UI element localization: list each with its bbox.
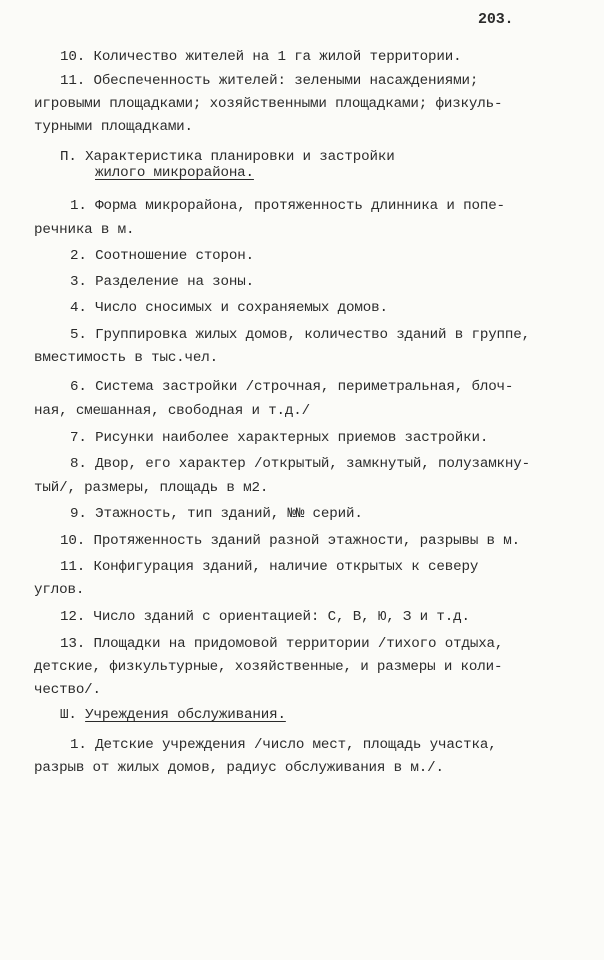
text-line: речника в м. bbox=[34, 222, 135, 238]
text-line: игровыми площадками; хозяйственными площадками; физкуль- bbox=[34, 96, 503, 112]
text-line: 12. Число зданий с ориентацией: С, В, Ю, З и т.д. bbox=[60, 609, 470, 625]
text-line: тый/, размеры, площадь в м2. bbox=[34, 480, 269, 496]
page-number: 203. bbox=[478, 11, 514, 28]
section-heading-continued: жилого микрорайона. bbox=[95, 165, 254, 181]
text-line: 11. Обеспеченность жителей: зелеными насаждениями; bbox=[60, 73, 479, 89]
section-heading: П. Характеристика планировки и застройки bbox=[60, 149, 395, 165]
text-line: чество/. bbox=[34, 682, 101, 698]
text-line: 2. Соотношение сторон. bbox=[70, 248, 255, 264]
section-numeral: Ш. bbox=[60, 707, 86, 723]
text-line: 6. Система застройки /строчная, периметральная, блоч- bbox=[70, 379, 514, 395]
text-line: 5. Группировка жилых домов, количество зданий в группе, bbox=[70, 327, 531, 343]
text-line: турными площадками. bbox=[34, 119, 193, 135]
section-heading bbox=[60, 705, 286, 725]
text-line: разрыв от жилых домов, радиус обслуживания в м./. bbox=[34, 760, 444, 776]
text-line: 10. Количество жителей на 1 га жилой территории. bbox=[60, 49, 462, 65]
text-line: ная, смешанная, свободная и т.д./ bbox=[34, 403, 311, 419]
text-line: 10. Протяженность зданий разной этажности, разрывы в м. bbox=[60, 533, 521, 549]
section-heading-text: Учреждения обслуживания. bbox=[85, 707, 286, 723]
text-line: 1. Детские учреждения /число мест, площадь участка, bbox=[70, 737, 497, 753]
text-line: вместимость в тыс.чел. bbox=[34, 350, 219, 366]
text-line: 4. Число сносимых и сохраняемых домов. bbox=[70, 300, 388, 316]
text-line: 8. Двор, его характер /открытый, замкнутый, полузамкну- bbox=[70, 456, 531, 472]
text-line: углов. bbox=[34, 582, 85, 598]
text-line: детские, физкультурные, хозяйственные, и размеры и коли- bbox=[34, 659, 503, 675]
text-line: 13. Площадки на придомовой территории /тихого отдыха, bbox=[60, 636, 504, 652]
text-line: 9. Этажность, тип зданий, №№ серий. bbox=[70, 506, 363, 522]
text-line: 7. Рисунки наиболее характерных приемов застройки. bbox=[70, 430, 489, 446]
text-line: 3. Разделение на зоны. bbox=[70, 274, 255, 290]
text-line: 1. Форма микрорайона, протяженность длинника и попе- bbox=[70, 198, 505, 214]
text-line: 11. Конфигурация зданий, наличие открытых к северу bbox=[60, 559, 479, 575]
